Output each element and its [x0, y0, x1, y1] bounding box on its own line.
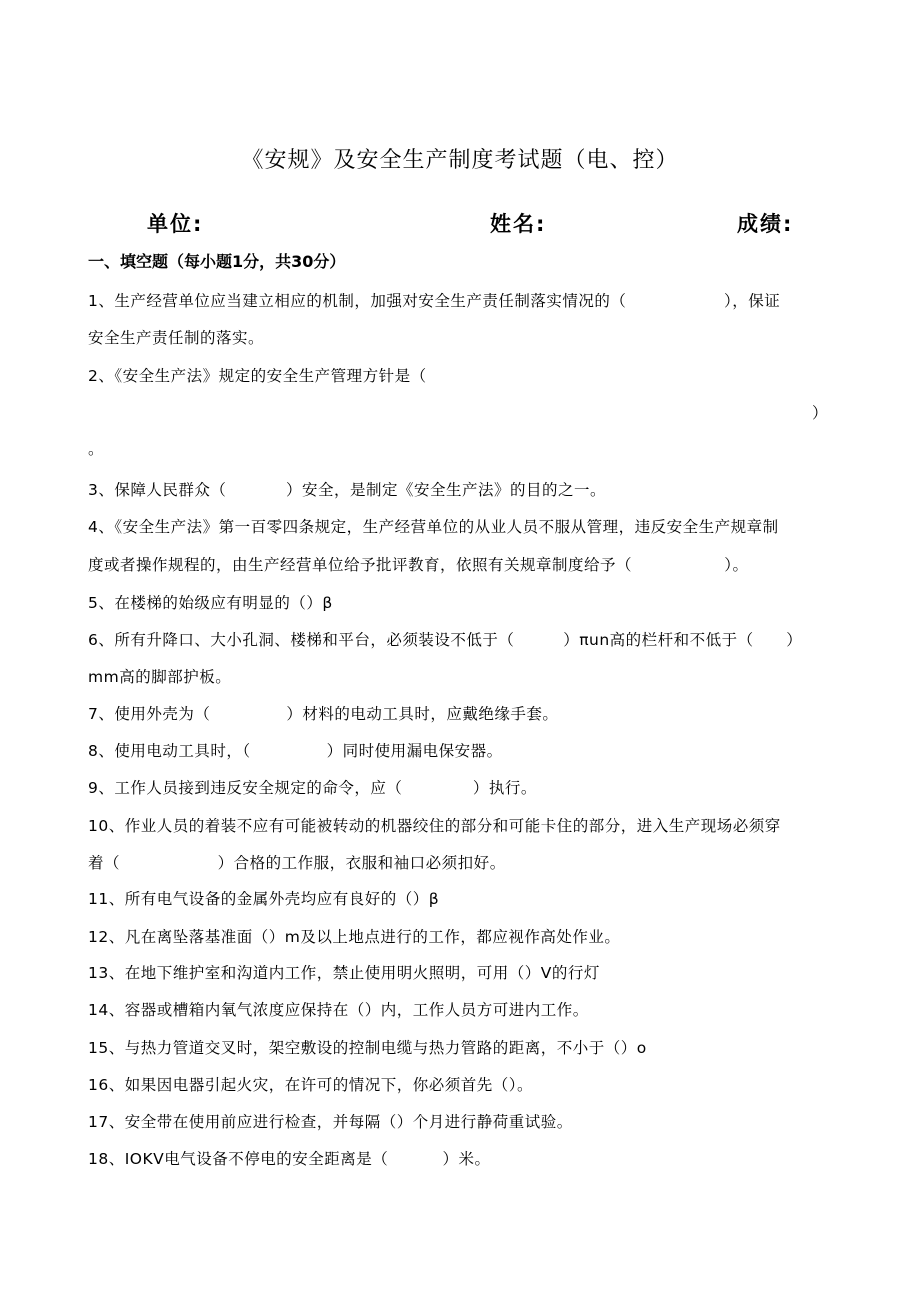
question-1-line-2: 安全生产责任制的落实。 [88, 329, 265, 347]
question-12: 12、凡在离坠落基准面（）m及以上地点进行的工作，都应视作高处作业。 [88, 928, 621, 946]
unit-label: 单位: [147, 212, 204, 236]
question-6-line-2: mm高的脚部护板。 [88, 668, 232, 686]
question-17: 17、安全带在使用前应进行检查，并每隔（）个月进行静荷重试验。 [88, 1113, 573, 1131]
name-label: 姓名: [490, 212, 547, 236]
question-18: 18、IOKV电气设备不停电的安全距离是（ ）米。 [88, 1150, 491, 1168]
question-1-line-1: 1、生产经营单位应当建立相应的机制，加强对安全生产责任制落实情况的（ ），保证 [88, 292, 781, 310]
score-label: 成绩: [737, 212, 794, 236]
question-16: 16、如果因电器引起火灾，在许可的情况下，你必须首先（）。 [88, 1076, 533, 1094]
question-10-line-1: 10、作业人员的着装不应有可能被转动的机器绞住的部分和可能卡住的部分，进入生产现场必须穿 [88, 817, 781, 835]
section-heading: 一、填空题（每小题1分，共30分） [88, 252, 346, 271]
question-13: 13、在地下维护室和沟道内工作，禁止使用明火照明，可用（）V的行灯 [88, 964, 600, 982]
question-2-close-paren: ） [812, 404, 828, 422]
question-5: 5、在楼梯的始级应有明显的（）β [88, 594, 333, 612]
question-10-line-2: 着（ ）合格的工作服，衣服和袖口必须扣好。 [88, 854, 506, 872]
question-9: 9、工作人员接到违反安全规定的命令，应（ ）执行。 [88, 779, 537, 797]
question-15: 15、与热力管道交叉时，架空敷设的控制电缆与热力管路的距离，不小于（）o [88, 1039, 647, 1057]
question-2-end: 。 [88, 440, 105, 458]
question-8: 8、使用电动工具时，（ ）同时使用漏电保安器。 [88, 742, 503, 760]
question-4-line-2: 度或者操作规程的，由生产经营单位给予批评教育，依照有关规章制度给予（ ）。 [88, 556, 749, 574]
question-2-line-1: 2、《安全生产法》规定的安全生产管理方针是（ [88, 367, 427, 385]
question-3: 3、保障人民群众（ ）安全，是制定《安全生产法》的目的之一。 [88, 481, 607, 499]
question-7: 7、使用外壳为（ ）材料的电动工具时，应戴绝缘手套。 [88, 705, 559, 723]
question-4-line-1: 4、《安全生产法》第一百零四条规定，生产经营单位的从业人员不服从管理，违反安全生产规章制 [88, 518, 779, 536]
question-6-line-1: 6、所有升降口、大小孔洞、楼梯和平台，必须装设不低于（ ）πun高的栏杆和不低于（ ） [88, 631, 803, 649]
question-14: 14、容器或槽箱内氧气浓度应保持在（）内，工作人员方可进内工作。 [88, 1001, 589, 1019]
question-11: 11、所有电气设备的金属外壳均应有良好的（）β [88, 890, 440, 908]
page-title: 《安规》及安全生产制度考试题（电、控） [241, 148, 679, 173]
